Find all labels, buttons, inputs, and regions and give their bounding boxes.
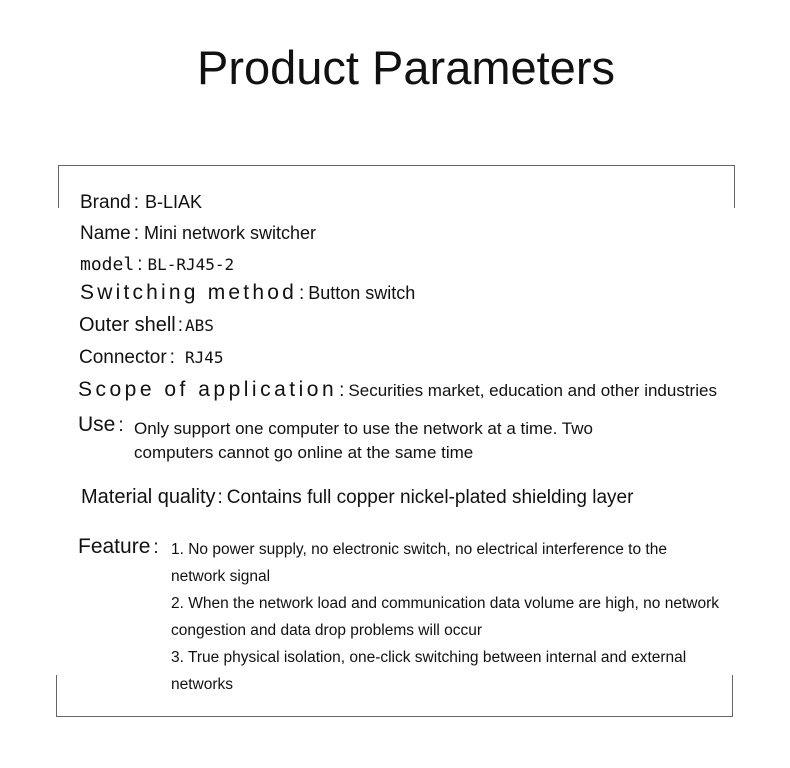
feature-item: 2. When the network load and communication data volume are high, no network congestion and data drop problems will occur bbox=[171, 595, 719, 639]
frame-right-top-line bbox=[734, 165, 735, 208]
frame-left-bottom-line bbox=[56, 675, 57, 717]
param-label: Material quality bbox=[81, 486, 216, 508]
param-separator: : bbox=[133, 192, 139, 213]
frame-top-line bbox=[58, 165, 735, 166]
param-separator: : bbox=[298, 283, 305, 304]
param-value: B-LIAK bbox=[144, 192, 203, 212]
param-label: model bbox=[80, 254, 135, 275]
param-separator: : bbox=[137, 254, 143, 275]
param-label: Scope of application bbox=[78, 378, 338, 401]
param-label: Name bbox=[80, 223, 131, 244]
param-outer-shell bbox=[79, 314, 214, 337]
param-label: Outer shell bbox=[79, 314, 176, 336]
page-title: Product Parameters bbox=[197, 41, 615, 94]
param-label: Brand bbox=[80, 192, 131, 213]
param-separator: : bbox=[133, 223, 139, 244]
param-label: Use bbox=[78, 413, 116, 436]
param-value: BL-RJ45-2 bbox=[147, 255, 235, 274]
param-value: Securities market, education and other industries bbox=[348, 381, 717, 400]
frame-bottom-line bbox=[56, 716, 733, 717]
param-name bbox=[80, 223, 316, 245]
param-feature-label-row bbox=[78, 535, 159, 559]
param-separator: : bbox=[217, 487, 223, 508]
param-value: Contains full copper nickel-plated shielding layer bbox=[226, 487, 634, 508]
param-model bbox=[80, 254, 234, 276]
param-use-value: Only support one computer to use the network at a time. Two computers cannot go online at the same time bbox=[134, 419, 593, 462]
param-label: Switching method bbox=[80, 281, 297, 304]
param-separator: : bbox=[153, 537, 159, 558]
param-material-quality bbox=[81, 486, 633, 509]
param-value: Mini network switcher bbox=[143, 223, 317, 243]
param-switching-method bbox=[80, 281, 415, 305]
param-value: RJ45 bbox=[184, 348, 224, 367]
param-separator: : bbox=[177, 315, 183, 336]
frame-right-bottom-line bbox=[732, 675, 733, 717]
param-brand bbox=[80, 192, 202, 214]
param-connector bbox=[79, 347, 223, 369]
feature-item: 3. True physical isolation, one-click switching between internal and external networks bbox=[171, 649, 687, 693]
param-use-label-row bbox=[78, 413, 124, 437]
param-label: Feature bbox=[78, 535, 151, 558]
param-value: Button switch bbox=[308, 283, 416, 303]
param-separator: : bbox=[169, 347, 175, 368]
frame-left-top-line bbox=[58, 165, 59, 208]
param-scope bbox=[78, 378, 717, 402]
feature-item: 1. No power supply, no electronic switch, no electrical interference to the network signal bbox=[171, 541, 667, 585]
param-separator: : bbox=[118, 415, 124, 436]
param-separator: : bbox=[339, 380, 345, 401]
param-label: Connector bbox=[79, 347, 167, 368]
feature-list bbox=[171, 536, 721, 698]
param-value: ABS bbox=[185, 316, 214, 335]
